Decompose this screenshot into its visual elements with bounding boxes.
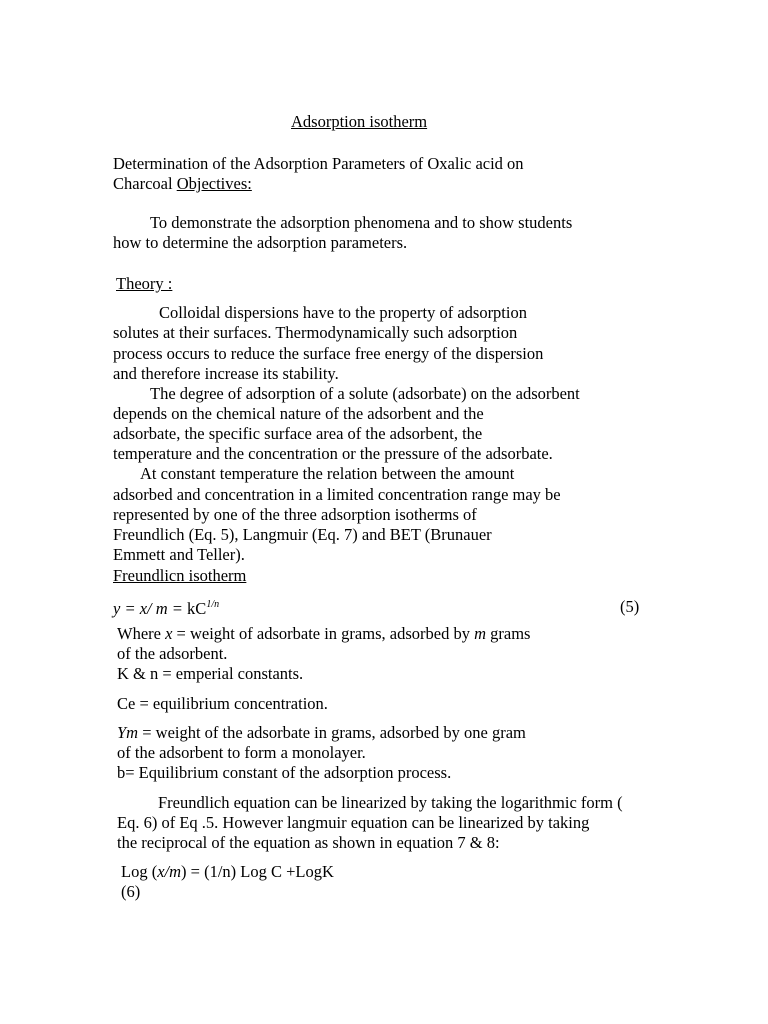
definition-ym-line-2: of the adsorbent to form a monolayer. bbox=[117, 743, 366, 762]
freundlich-heading: Freundlicn isotherm bbox=[113, 566, 247, 585]
equation-5-lhs: y = x/ m = bbox=[113, 599, 188, 618]
where-mid: = weight of adsorbate in grams, adsorbed by bbox=[172, 624, 475, 643]
heading-line-1: Determination of the Adsorption Parameters of Oxalic acid on bbox=[113, 154, 524, 173]
theory-line: represented by one of the three adsorption isotherms of bbox=[113, 505, 477, 524]
objectives-label: Objectives: bbox=[176, 174, 252, 193]
definition-where bbox=[117, 624, 530, 644]
where-prefix: Where bbox=[117, 624, 166, 643]
theory-line: temperature and the concentration or the pressure of the adsorbate. bbox=[113, 444, 553, 463]
page-title: Adsorption isotherm bbox=[291, 112, 428, 131]
linearize-line: Freundlich equation can be linearized by taking the logarithmic form ( bbox=[158, 793, 623, 812]
theory-line: adsorbed and concentration in a limited concentration range may be bbox=[113, 485, 561, 504]
definition-k-n: K & n = emperial constants. bbox=[117, 664, 304, 683]
theory-line: and therefore increase its stability. bbox=[113, 364, 339, 383]
linearize-line: the reciprocal of the equation as shown in equation 7 & 8: bbox=[117, 833, 500, 852]
objective-line-2: how to determine the adsorption parameters. bbox=[113, 233, 408, 252]
theory-line: process occurs to reduce the surface free energy of the dispersion bbox=[113, 344, 544, 363]
theory-line: depends on the chemical nature of the adsorbent and the bbox=[113, 404, 484, 423]
equation-5-exponent: 1/n bbox=[206, 599, 220, 610]
theory-label: Theory : bbox=[116, 274, 173, 293]
theory-line: Freundlich (Eq. 5), Langmuir (Eq. 7) and BET (Brunauer bbox=[113, 525, 492, 544]
definition-b: b= Equilibrium constant of the adsorption process. bbox=[117, 763, 452, 782]
theory-line: The degree of adsorption of a solute (adsorbate) on the adsorbent bbox=[150, 384, 580, 403]
equation-6-xm: x/m bbox=[157, 862, 182, 881]
ym-variable: Ym bbox=[117, 723, 139, 742]
equation-5-number: (5) bbox=[620, 597, 640, 616]
equation-5 bbox=[113, 595, 219, 619]
definition-ce: Ce = equilibrium concentration. bbox=[117, 694, 328, 713]
heading-line-2 bbox=[113, 174, 252, 194]
heading-charcoal: Charcoal bbox=[113, 174, 177, 193]
objective-line-1: To demonstrate the adsorption phenomena and to show students bbox=[150, 213, 573, 232]
theory-line: At constant temperature the relation between the amount bbox=[140, 464, 515, 483]
theory-line: Colloidal dispersions have to the property of adsorption bbox=[159, 303, 527, 322]
equation-5-rhs: kC bbox=[187, 599, 207, 618]
theory-line: Emmett and Teller). bbox=[113, 545, 245, 564]
equation-6-number: (6) bbox=[121, 882, 141, 901]
equation-6 bbox=[121, 862, 334, 882]
linearize-line: Eq. 6) of Eq .5. However langmuir equation can be linearized by taking bbox=[117, 813, 590, 832]
where-suffix: grams bbox=[486, 624, 531, 643]
ym-rest: = weight of the adsorbate in grams, adsorbed by one gram bbox=[138, 723, 526, 742]
definition-where-line-2: of the adsorbent. bbox=[117, 644, 228, 663]
m-variable: m bbox=[474, 624, 486, 643]
x-variable: x bbox=[165, 624, 173, 643]
theory-line: adsorbate, the specific surface area of the adsorbent, the bbox=[113, 424, 483, 443]
theory-line: solutes at their surfaces. Thermodynamically such adsorption bbox=[113, 323, 518, 342]
equation-6-suffix: ) = (1/n) Log C +LogK bbox=[181, 862, 334, 881]
definition-ym bbox=[117, 723, 526, 743]
equation-6-prefix: Log ( bbox=[121, 862, 158, 881]
